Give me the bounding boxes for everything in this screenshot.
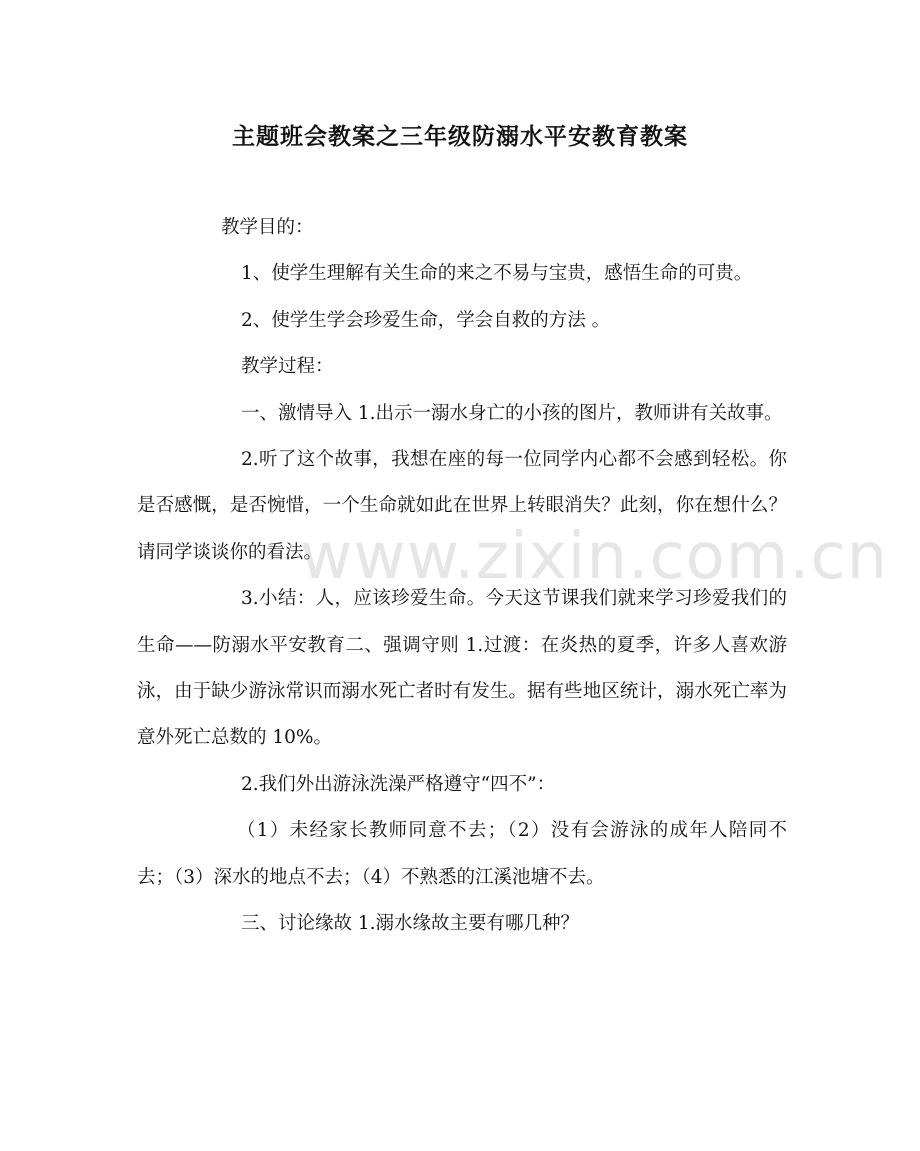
paragraph-summary: 3.小结：人，应该珍爱生命。今天这节课我们就来学习珍爱我们的生命——防溺水平安教育二、强调守则 1.过渡：在炎热的夏季，许多人喜欢游泳，由于缺少游泳常识而溺水死亡者时有发生。据有些地区统计，溺水死亡率为意外死亡总数的 10%。 xyxy=(137,588,787,749)
paragraph-intro: 一、激情导入 1.出示一溺水身亡的小孩的图片，教师讲有关故事。 xyxy=(241,402,783,424)
paragraph-discussion: 三、讨论缘故 1.溺水缘故主要有哪几种？ xyxy=(241,913,580,935)
paragraph-four-nots: （1）未经家长教师同意不去；（2）没有会游泳的成年人陪同不去；（3）深水的地点不去；（4）不熟悉的江溪池塘不去。 xyxy=(137,820,787,888)
paragraph-objective-2: 2、使学生学会珍爱生命，学会自救的方法 。 xyxy=(241,309,611,331)
paragraph-story-reflection: 2.听了这个故事，我想在座的每一位同学内心都不会感到轻松。你是否感慨，是否惋惜，一个生命就如此在世界上转眼消失？此刻，你在想什么？请同学谈谈你的看法。 xyxy=(137,449,787,563)
paragraph-objectives-heading: 教学目的： xyxy=(221,217,314,238)
document-body xyxy=(137,205,787,948)
watermark: www.zixin.com.cn xyxy=(300,520,889,594)
document-title: 主题班会教案之三年级防溺水平安教育教案 xyxy=(232,123,688,150)
paragraph-process-heading: 教学过程： xyxy=(241,356,334,378)
paragraph-objective-1: 1、使学生理解有关生命的来之不易与宝贵，感悟生命的可贵。 xyxy=(241,263,753,285)
paragraph-four-nots-heading: 2.我们外出游泳洗澡严格遵守“四不”： xyxy=(241,773,556,795)
